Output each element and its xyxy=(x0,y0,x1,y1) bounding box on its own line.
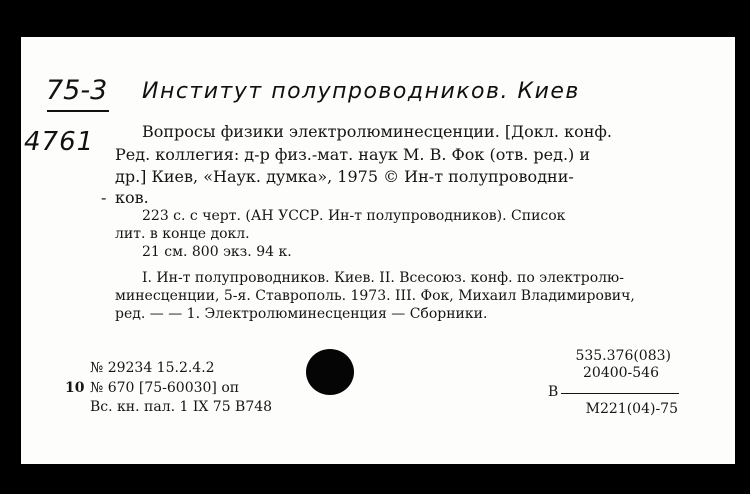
tracings-line-2: минесценции, 5-я. Ставрополь. 1973. III. Фок, Михаил Владимирович, xyxy=(115,288,635,304)
description-line-4: ков. xyxy=(115,188,149,207)
tracings-line-3: ред. — — 1. Электролюминесценция — Сборники. xyxy=(115,306,488,322)
footer-left-line-1: № 29234 15.2.4.2 xyxy=(90,360,215,376)
notes-line-1: 223 с. с черт. (АН УССР. Ин-т полупроводников). Список xyxy=(142,208,566,224)
description-line-1: Вопросы физики электролюминесценции. [Докл. конф. xyxy=(142,122,612,141)
handwritten-institution: Институт полупроводников. Киев xyxy=(142,79,580,104)
shelf-mark-underline xyxy=(47,110,109,112)
handwritten-shelf-mark: 75-3 xyxy=(46,75,108,106)
description-line-2: Ред. коллегия: д-р физ.-мат. наук М. В. Фок (отв. ред.) и xyxy=(115,145,591,164)
footer-left-prefix: 10 xyxy=(65,380,85,396)
classification-cipher: М221(04)-75 xyxy=(585,401,678,417)
classification-letter: В xyxy=(548,384,559,400)
classification-rule xyxy=(561,393,679,394)
description-hyphen: - xyxy=(101,188,107,207)
handwritten-inventory-number: 4761 xyxy=(24,127,95,157)
classification-code: 20400-546 xyxy=(583,365,659,381)
description-line-3: др.] Киев, «Наук. думка», 1975 © Ин-т полупроводни- xyxy=(115,167,574,186)
catalog-card xyxy=(21,37,735,464)
classification-index: 535.376(083) xyxy=(575,348,671,364)
notes-line-2: лит. в конце докл. xyxy=(115,226,250,242)
tracings-line-1: I. Ин-т полупроводников. Киев. II. Всесоюз. конф. по электролю- xyxy=(142,270,624,286)
notes-line-3: 21 см. 800 экз. 94 к. xyxy=(142,244,292,260)
ink-blot xyxy=(306,349,354,395)
footer-left-line-2: № 670 [75-60030] оп xyxy=(90,380,240,396)
footer-left-line-3: Вс. кн. пал. 1 IX 75 В748 xyxy=(90,399,273,415)
